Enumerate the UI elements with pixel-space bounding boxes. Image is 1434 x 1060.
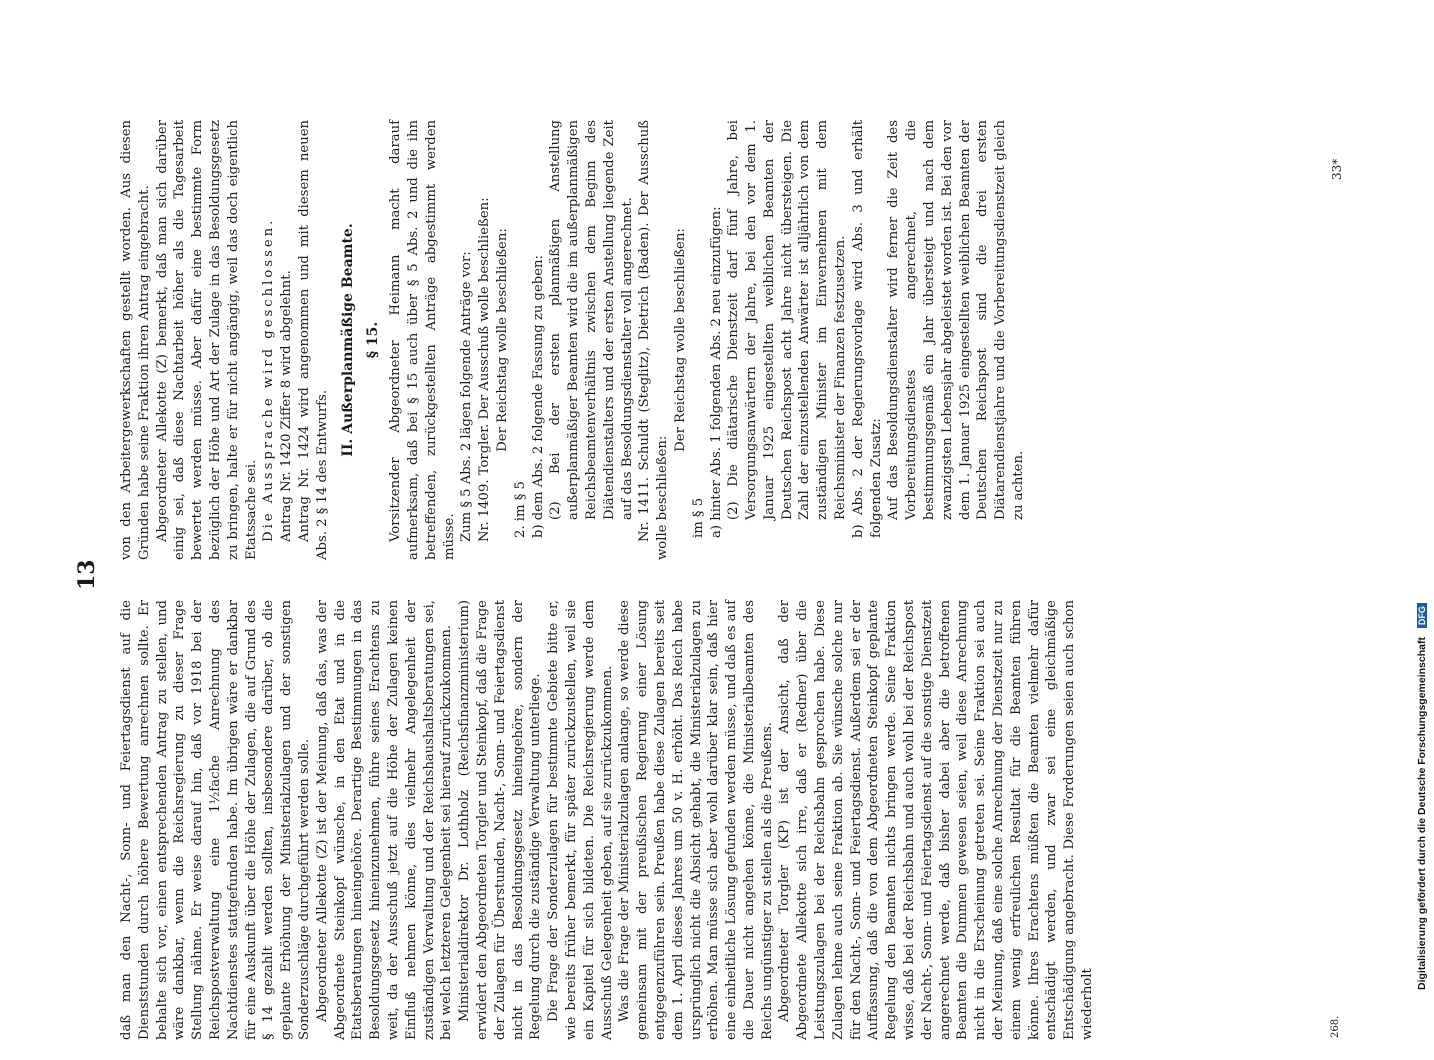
- paragraph: 2. im § 5: [512, 481, 528, 538]
- paragraph: (2) Bei der ersten planmäßigen Anstellung außerplanmäßiger Beamten wird die im außerplanmäßigen Reichsbeamtenverhältnis zwischen dem Beginn des Diätendienstalters und der ersten Anstellung liegende Zeit auf das Besoldungsdienstalter voll angerechnet.: [548, 120, 635, 520]
- paragraph: b) Abs. 2 der Regierungsvorlage wird Abs. 3 und erhält folgenden Zusatz:: [850, 120, 884, 538]
- paragraph: Nr. 1409. Torgler. Der Ausschuß wolle beschließen:: [477, 197, 493, 542]
- right-text-column: [118, 120, 1028, 560]
- paragraph: Auf das Besoldungsdienstalter wird ferner die Zeit des Vorbereitungsdienstes angerechnet, die bestimmungsgemäß ein Jahr übersteigt und nach dem zwanzigsten Lebensjahr abgeleistet worden ist. Bei den vor dem 1. Januar 1925 eingestellten weiblichen Beamten der Deutschen Reichspost sind die drei ersten Diätarendienstjahre und die Vorbereitungsdienstzeit gleich zu achten.: [886, 120, 1027, 520]
- section-number: § 15.: [365, 321, 382, 359]
- scanned-document-page: [20, 80, 1400, 1060]
- footer-note-left: 268.: [1330, 1015, 1341, 1038]
- paragraph: (2) Die diätarische Dienstzeit darf fünf Jahre, bei Versorgungsanwärtern der Jahre, bei den vor dem 1. Januar 1925 eingestellten weiblichen Beamten der Deutschen Reichspost acht Jahre nicht übersteigen. Die Zahl der einzustellenden Anwärter ist alljährlich von dem zuständigen Minister im Einvernehmen mit dem Reichsminister der Finanzen festzusetzen.: [726, 120, 849, 520]
- paragraph: Der Reichstag wolle beschließen:: [494, 228, 510, 452]
- sidebar-credit-text: Digitalisierung gefördert durch die Deutsche Forschungsgemeinschaft: [1416, 637, 1428, 990]
- paragraph: Antrag Nr. 1420 Ziffer 8 wird abgelehnt.: [279, 270, 295, 542]
- left-text-column: [118, 600, 1097, 1040]
- page-number: 13: [74, 559, 100, 590]
- paragraph: Der Reichstag wolle beschließen:: [672, 228, 688, 452]
- dfg-logo-icon: DFG: [1417, 603, 1427, 628]
- paragraph: b) dem Abs. 2 folgende Fassung zu geben:: [530, 255, 546, 538]
- paragraph: von den Arbeitergewerkschaften gestellt worden. Aus diesen Gründen habe seine Fraktion ihren Antrag eingebracht.: [119, 120, 152, 560]
- paragraph: Nr. 1411. Schuldt (Steglitz), Dietrich (Baden). Der Ausschuß wolle beschließen:: [637, 120, 671, 560]
- footer-note-right: 33*: [1330, 158, 1344, 180]
- paragraph: daß man den Nacht-, Sonn- und Feiertagsdienst auf die Dienststunden durch höhere Bewertung anrechnen sollte. Er behalte sich vor, einen entsprechenden Antrag zu stellen, und wäre dankbar, wenn die Reichsregierung zu dieser Frage Stellung nähme. Er weise darauf hin, daß vor 1918 bei der Reichspostverwaltung eine 1½fache Anrechnung des Nachtdienstes stattgefunden habe. Im übrigen wäre er dankbar für eine Auskunft über die Höhe der Zulagen, die auf Grund des § 14 gezahlt werden sollten, insbesondere darüber, ob die geplante Erhöhung der Ministerialzulagen und der sonstigen Sonderzuschläge durchgeführt werden solle.: [119, 600, 312, 1040]
- paragraph: Zum § 5 Abs. 2 lägen folgende Anträge vor:: [459, 251, 475, 542]
- paragraph: Abgeordneter Torgler (KP) ist der Ansicht, daß der Abgeordnete Allekotte sich irre, daß er (Redner) über die Leistungszulagen bei der Reichsbahn gesprochen habe. Diese Zulagen lehne auch seine Fraktion ab. Sie wünsche solche nur für den Nacht-, Sonn- und Feiertagsdienst. Außerdem sei er der Auffassung, daß die von dem Abgeordneten Steinkopf geplante Regelung den Beamten nichts bringen werde. Seine Fraktion wisse, daß bei der Reichsbahn und auch wohl bei der Reichspost der Nacht-, Sonn- und Feiertagsdienst auf die sonstige Dienstzeit angerechnet werde, daß bisher dabei aber die betroffenen Beamten die Dummen gewesen seien, weil diese Anrechnung nicht in die Erscheinung getreten sei. Seine Fraktion sei auch der Meinung, daß eine solche Anrechnung der Dienstzeit nur zu einem wenig erfreulichen Resultat für die Beamten führen könne. Ihres Erachtens müßten die Beamten vielmehr dafür entschädigt werden, und zwar sei eine gleichmäßige Entschädigung angebracht. Diese Forderungen seien auch schon wiederholt: [777, 600, 1096, 1040]
- paragraph: Ministerialdirektor Dr. Lothholz (Reichsfinanzministerium) erwidert den Abgeordneten Torgler und Steinkopf, daß die Frage der Zulagen für Überstunden, Nacht-, Sonn- und Feiertagsdienst nicht in das Besoldungsgesetz hineingehöre, sondern der Regelung durch die zuständige Verwaltung unterliege.: [457, 600, 544, 1040]
- paragraph: Antrag Nr. 1424 wird angenommen und mit diesem neuen Abs. 2 § 14 des Entwurfs.: [296, 120, 330, 560]
- paragraph: im § 5: [690, 497, 706, 538]
- section-heading: II. Außerplanmäßige Beamte.: [339, 223, 356, 457]
- sidebar-credit: [1416, 603, 1428, 990]
- paragraph: Abgeordneter Allekotte (Z) bemerkt, daß man sich darüber einig sei, daß diese Nachtarbeit höher als die Tagesarbeit bewertet werden müsse. Aber dafür eine bestimmte Form bezüglich der Höhe und Art der Zulage in das Besoldungsgesetz zu bringen, halte er für nicht angängig, weil das doch eigentlich Etatssache sei.: [154, 120, 259, 560]
- paragraph: Die Aussprache wird geschlossen.: [261, 217, 277, 542]
- paragraph: Die Frage der Sonderzulagen für bestimmte Gebiete bitte er, wie bereits früher bemerkt, für später zurückzustellen, weil sie ein Kapitel für sich bildeten. Die Reichsregierung werde dem Ausschuß Gelegenheit geben, auf sie zurückzukommen.: [546, 600, 615, 1040]
- paragraph: Vorsitzender Abgeordneter Heimann macht darauf aufmerksam, daß bei § 15 auch über § 5 Abs. 2 und die ihn betreffenden, zurückgestellten Anträge abgestimmt werden müsse.: [388, 120, 457, 560]
- paragraph: a) hinter Abs. 1 folgenden Abs. 2 neu einzufügen:: [708, 206, 724, 538]
- digitization-sidebar: [1410, 0, 1434, 1000]
- paragraph: Abgeordneter Allekotte (Z) ist der Meinung, daß das, was der Abgeordnete Steinkopf wünsche, in den Etat und in die Etatsberatungen hineingehöre. Derartige Bestimmungen in das Besoldungsgesetz hineinzunehmen, führe seines Erachtens zu weit, da der Ausschuß jetzt auf die Höhe der Zulagen keinen Einfluß nehmen könne, dies vielmehr Angelegenheit der zuständigen Verwaltung und der Reichshaushaltsberatungen sei, bei welch letzteren Gelegenheit sei hierauf zurückzukommen.: [314, 600, 455, 1040]
- paragraph: Was die Frage der Ministerialzulagen anlange, so werde diese gemeinsam mit der preußischen Regierung einer Lösung entgegenzuführen sein. Preußen habe diese Zulagen bereits seit dem 1. April dieses Jahres um 50 v. H. erhöht. Das Reich habe ursprünglich nicht die Absicht gehabt, die Ministerialzulagen zu erhöhen. Man müsse sich aber wohl darüber klar sein, daß hier eine einheitliche Lösung gefunden werden müsse, und daß es auf die Dauer nicht angehen könne, die Ministerialbeamten des Reichs ungünstiger zu stellen als die Preußens.: [617, 600, 775, 1040]
